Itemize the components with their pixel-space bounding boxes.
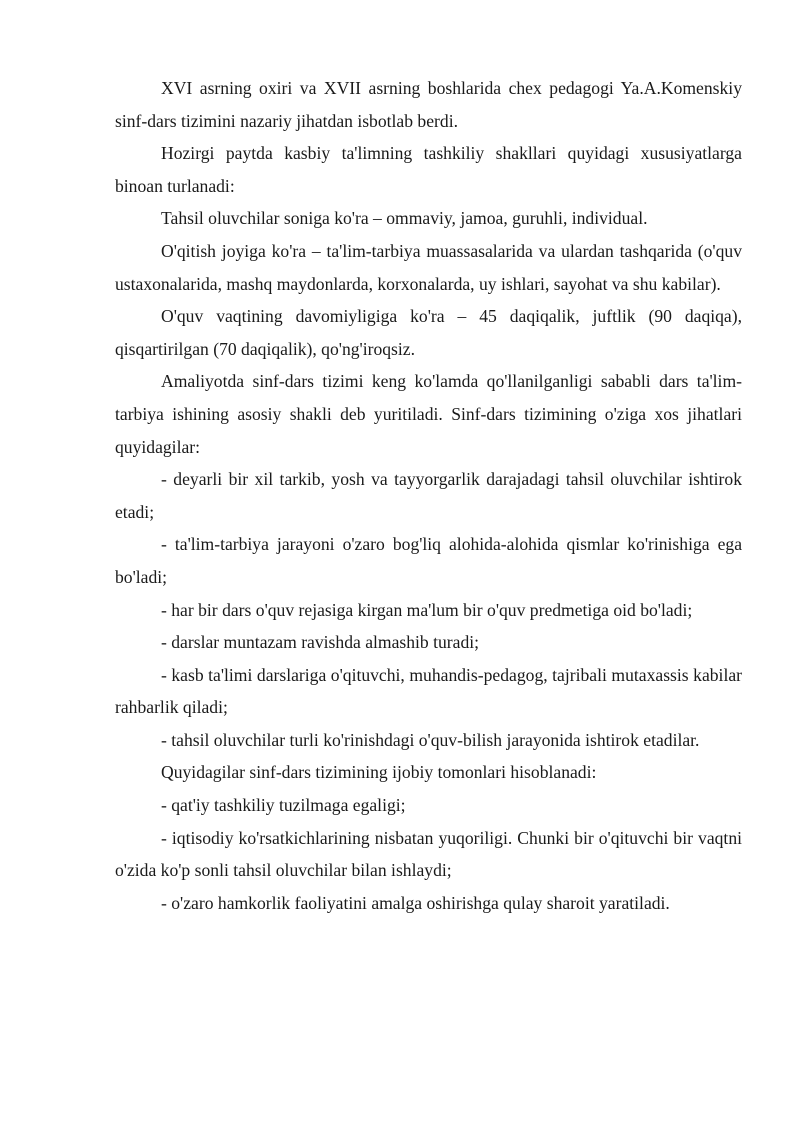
paragraph-class-lesson-system: Amaliyotda sinf-dars tizimi keng ko'lamda qo'llanilganligi sababli dars ta'lim-tarbiya ishining asosiy shakli deb yuritiladi. Sinf-dars tizimining o'ziga xos jihatlari quyidagilar: — [115, 371, 742, 457]
list-item: - har bir dars o'quv rejasiga kirgan ma'lum bir o'quv predmetiga oid bo'ladi; — [161, 599, 693, 620]
paragraph-by-learners-count: Tahsil oluvchilar soniga ko'ra – ommaviy, jamoa, guruhli, individual. — [161, 208, 648, 229]
paragraph-forms-intro: Hozirgi paytda kasbiy ta'limning tashkiliy shakllari quyidagi xususiyatlarga binoan turlanadi: — [115, 143, 742, 196]
list-item: - ta'lim-tarbiya jarayoni o'zaro bog'liq alohida-alohida qismlar ko'rinishiga ega bo'ladi; — [115, 534, 742, 587]
list-item: - qat'iy tashkiliy tuzilmaga egaligi; — [161, 795, 406, 816]
list-item: - tahsil oluvchilar turli ko'rinishdagi o'quv-bilish jarayonida ishtirok etadilar. — [161, 729, 700, 750]
paragraph-by-place: O'qitish joyiga ko'ra – ta'lim-tarbiya muassasalarida va ulardan tashqarida (o'quv ustaxonalarida, mashq maydonlarda, korxonalarda, uy ishlari, sayohat va shu kabilar). — [115, 240, 742, 294]
list-item: - kasb ta'limi darslariga o'qituvchi, muhandis-pedagog, tajribali mutaxassis kabilar rahbarlik qiladi; — [115, 664, 742, 718]
list-item: - o'zaro hamkorlik faoliyatini amalga oshirishga qulay sharoit yaratiladi. — [161, 892, 670, 913]
list-item: - iqtisodiy ko'rsatkichlarining nisbatan yuqoriligi. Chunki bir o'qituvchi bir vaqtni o'zida ko'p sonli tahsil oluvchilar bilan ishlaydi; — [115, 827, 742, 881]
paragraph-komenskiy: XVI asrning oxiri va XVII asrning boshlarida chex pedagogi Ya.A.Komenskiy sinf-dars tizimini nazariy jihatdan isbotlab berdi. — [115, 78, 742, 131]
list-item: - deyarli bir xil tarkib, yosh va tayyorgarlik darajadagi tahsil oluvchilar ishtirok etadi; — [115, 469, 742, 522]
document-page — [115, 72, 742, 919]
paragraph-advantages-intro: Quyidagilar sinf-dars tizimining ijobiy tomonlari hisoblanadi: — [161, 762, 597, 783]
list-item: - darslar muntazam ravishda almashib turadi; — [161, 632, 480, 653]
paragraph-by-duration: O'quv vaqtining davomiyligiga ko'ra – 45 daqiqalik, juftlik (90 daqiqa), qisqartirilgan (70 daqiqalik), qo'ng'iroqsiz. — [115, 306, 742, 359]
